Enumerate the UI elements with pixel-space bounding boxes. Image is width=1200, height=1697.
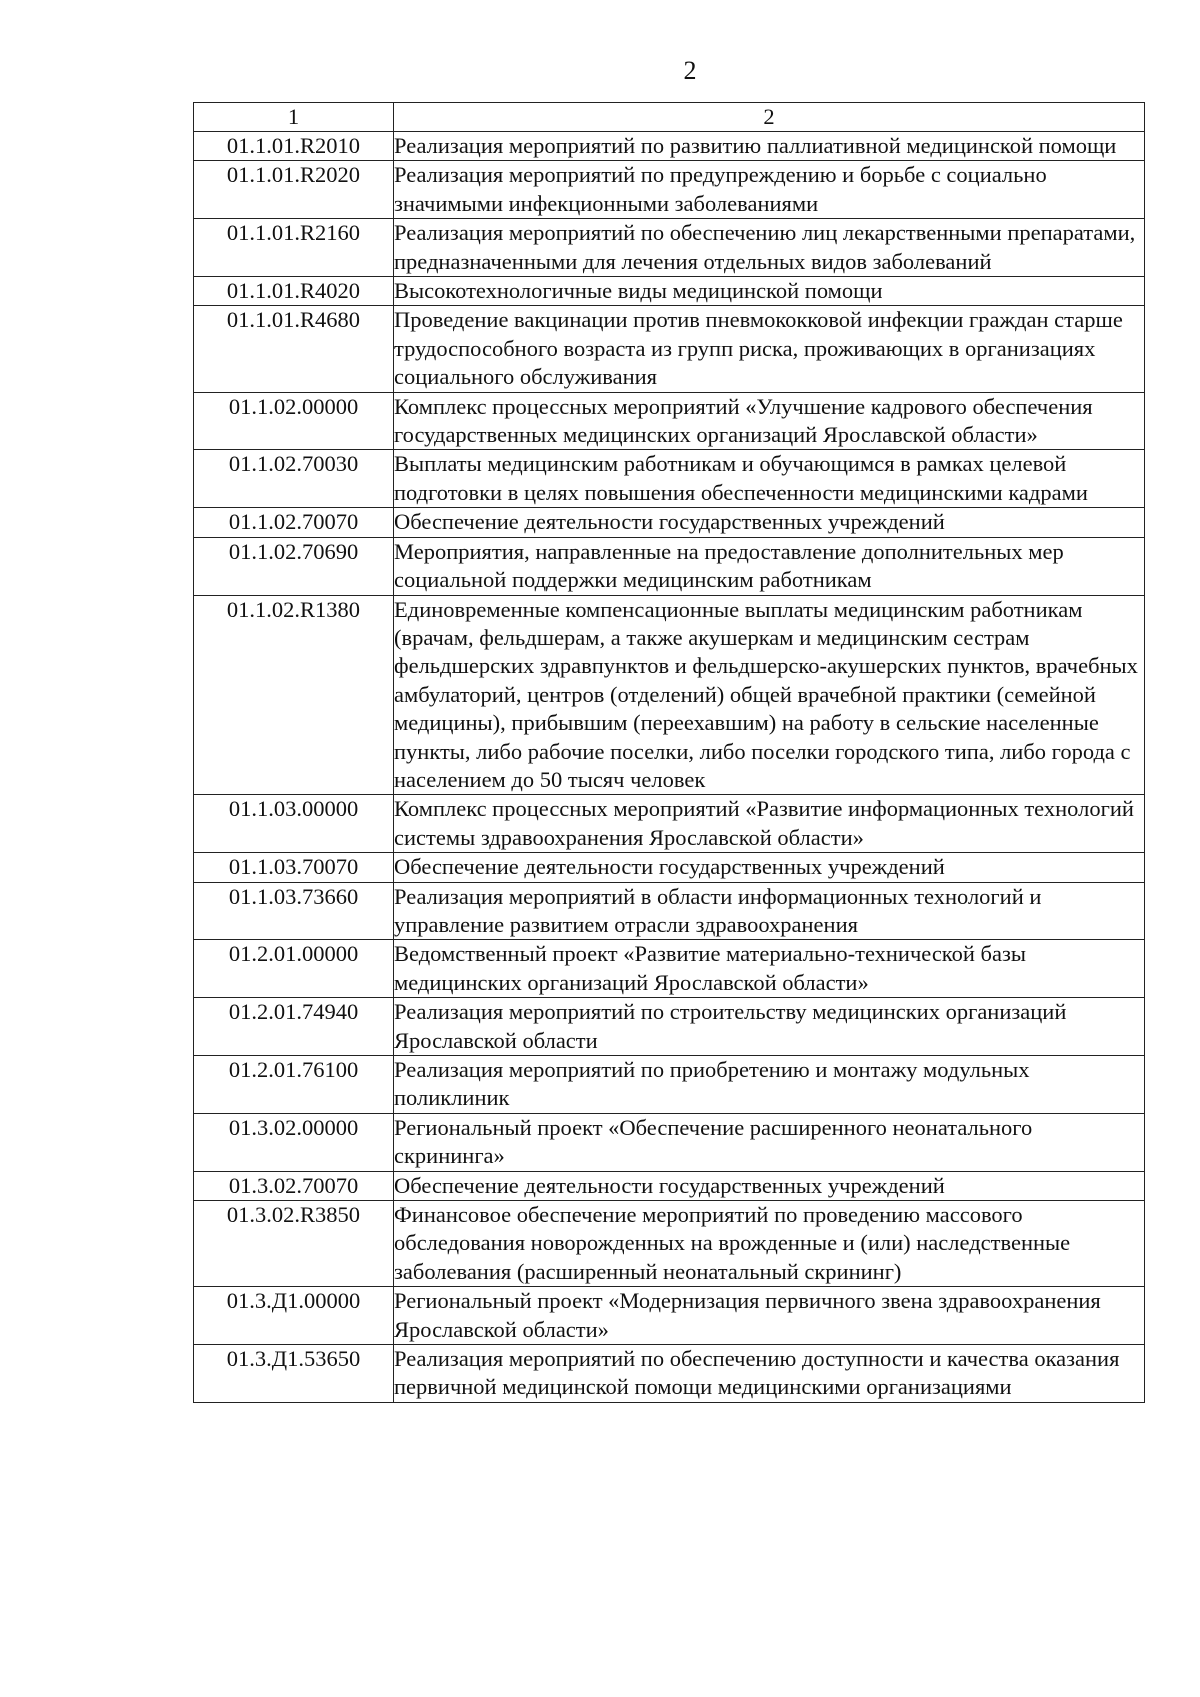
table-row — [194, 1171, 1145, 1200]
expense-item-name: Мероприятия, направленные на предоставление дополнительных мер социальной поддержки медицинским работникам — [394, 537, 1145, 595]
classification-code: 01.1.02.70030 — [194, 450, 394, 508]
expense-item-name: Реализация мероприятий по обеспечению доступности и качества оказания первичной медицинской помощи медицинскими организациями — [394, 1345, 1145, 1403]
expense-item-name: Региональный проект «Модернизация первичного звена здравоохранения Ярославской области» — [394, 1287, 1145, 1345]
table-row — [194, 853, 1145, 882]
column-number-header: 2 — [394, 103, 1145, 132]
classification-code: 01.3.02.70070 — [194, 1171, 394, 1200]
table-row — [194, 1287, 1145, 1345]
table-row — [194, 306, 1145, 392]
expense-item-name: Комплекс процессных мероприятий «Улучшение кадрового обеспечения государственных медицинских организаций Ярославской области» — [394, 392, 1145, 450]
classification-code: 01.1.01.R4020 — [194, 277, 394, 306]
table-row — [194, 1056, 1145, 1114]
classification-code: 01.3.02.00000 — [194, 1113, 394, 1171]
classification-code: 01.3.02.R3850 — [194, 1201, 394, 1287]
classification-code: 01.1.01.R2010 — [194, 132, 394, 161]
expense-item-name: Финансовое обеспечение мероприятий по проведению массового обследования новорожденных на врожденные и (или) наследственные заболевания (расширенный неонатальный скрининг) — [394, 1201, 1145, 1287]
classification-code: 01.1.01.R4680 — [194, 306, 394, 392]
classification-code: 01.3.Д1.00000 — [194, 1287, 394, 1345]
table-header-row — [194, 103, 1145, 132]
expense-item-name: Обеспечение деятельности государственных учреждений — [394, 1171, 1145, 1200]
expense-item-name: Реализация мероприятий по приобретению и монтажу модульных поликлиник — [394, 1056, 1145, 1114]
classification-code: 01.1.01.R2160 — [194, 219, 394, 277]
expense-item-name: Проведение вакцинации против пневмококковой инфекции граждан старше трудоспособного возраста из групп риска, проживающих в организациях социального обслуживания — [394, 306, 1145, 392]
expense-item-name: Комплекс процессных мероприятий «Развитие информационных технологий системы здравоохранения Ярославской области» — [394, 795, 1145, 853]
table-row — [194, 595, 1145, 795]
table-row — [194, 277, 1145, 306]
expense-item-name: Реализация мероприятий по строительству медицинских организаций Ярославской области — [394, 998, 1145, 1056]
classification-code: 01.1.03.70070 — [194, 853, 394, 882]
classification-code: 01.1.02.00000 — [194, 392, 394, 450]
table-row — [194, 219, 1145, 277]
table-row — [194, 508, 1145, 537]
page-number: 2 — [683, 56, 697, 85]
table-row — [194, 161, 1145, 219]
table-body — [194, 132, 1145, 1403]
classification-code: 01.1.02.70070 — [194, 508, 394, 537]
classification-code: 01.1.03.00000 — [194, 795, 394, 853]
table-row — [194, 132, 1145, 161]
expense-item-name: Региональный проект «Обеспечение расширенного неонатального скрининга» — [394, 1113, 1145, 1171]
classification-code: 01.1.01.R2020 — [194, 161, 394, 219]
expense-item-name: Ведомственный проект «Развитие материально-технической базы медицинских организаций Ярославской области» — [394, 940, 1145, 998]
table-row — [194, 882, 1145, 940]
expense-item-name: Реализация мероприятий по предупреждению и борьбе с социально значимыми инфекционными заболеваниями — [394, 161, 1145, 219]
column-number-header: 1 — [194, 103, 394, 132]
classification-code: 01.1.03.73660 — [194, 882, 394, 940]
classification-code: 01.2.01.74940 — [194, 998, 394, 1056]
expense-item-name: Обеспечение деятельности государственных учреждений — [394, 853, 1145, 882]
expense-item-name: Обеспечение деятельности государственных учреждений — [394, 508, 1145, 537]
table-row — [194, 450, 1145, 508]
table-row — [194, 1345, 1145, 1403]
table-row — [194, 998, 1145, 1056]
expense-item-name: Выплаты медицинским работникам и обучающимся в рамках целевой подготовки в целях повышения обеспеченности медицинскими кадрами — [394, 450, 1145, 508]
table-row — [194, 392, 1145, 450]
classification-code: 01.1.02.R1380 — [194, 595, 394, 795]
table-row — [194, 1201, 1145, 1287]
table-row — [194, 537, 1145, 595]
expense-item-name: Единовременные компенсационные выплаты медицинским работникам (врачам, фельдшерам, а также акушеркам и медицинским сестрам фельдшерских здравпунктов и фельдшерско-акушерских пунктов, врачебных амбулаторий, центров (отделений) общей врачебной практики (семейной медицины), прибывшим (переехавшим) на работу в сельские населенные пункты, либо рабочие поселки, либо поселки городского типа, либо города с населением до 50 тысяч человек — [394, 595, 1145, 795]
classification-code: 01.1.02.70690 — [194, 537, 394, 595]
classification-code: 01.3.Д1.53650 — [194, 1345, 394, 1403]
classification-code: 01.2.01.00000 — [194, 940, 394, 998]
classification-code: 01.2.01.76100 — [194, 1056, 394, 1114]
table-row — [194, 940, 1145, 998]
expense-item-name: Реализация мероприятий по развитию паллиативной медицинской помощи — [394, 132, 1145, 161]
expense-item-name: Реализация мероприятий по обеспечению лиц лекарственными препаратами, предназначенными для лечения отдельных видов заболеваний — [394, 219, 1145, 277]
expense-item-name: Высокотехнологичные виды медицинской помощи — [394, 277, 1145, 306]
table-row — [194, 1113, 1145, 1171]
expense-item-name: Реализация мероприятий в области информационных технологий и управление развитием отрасли здравоохранения — [394, 882, 1145, 940]
budget-classification-table — [193, 102, 1145, 1403]
table-row — [194, 795, 1145, 853]
